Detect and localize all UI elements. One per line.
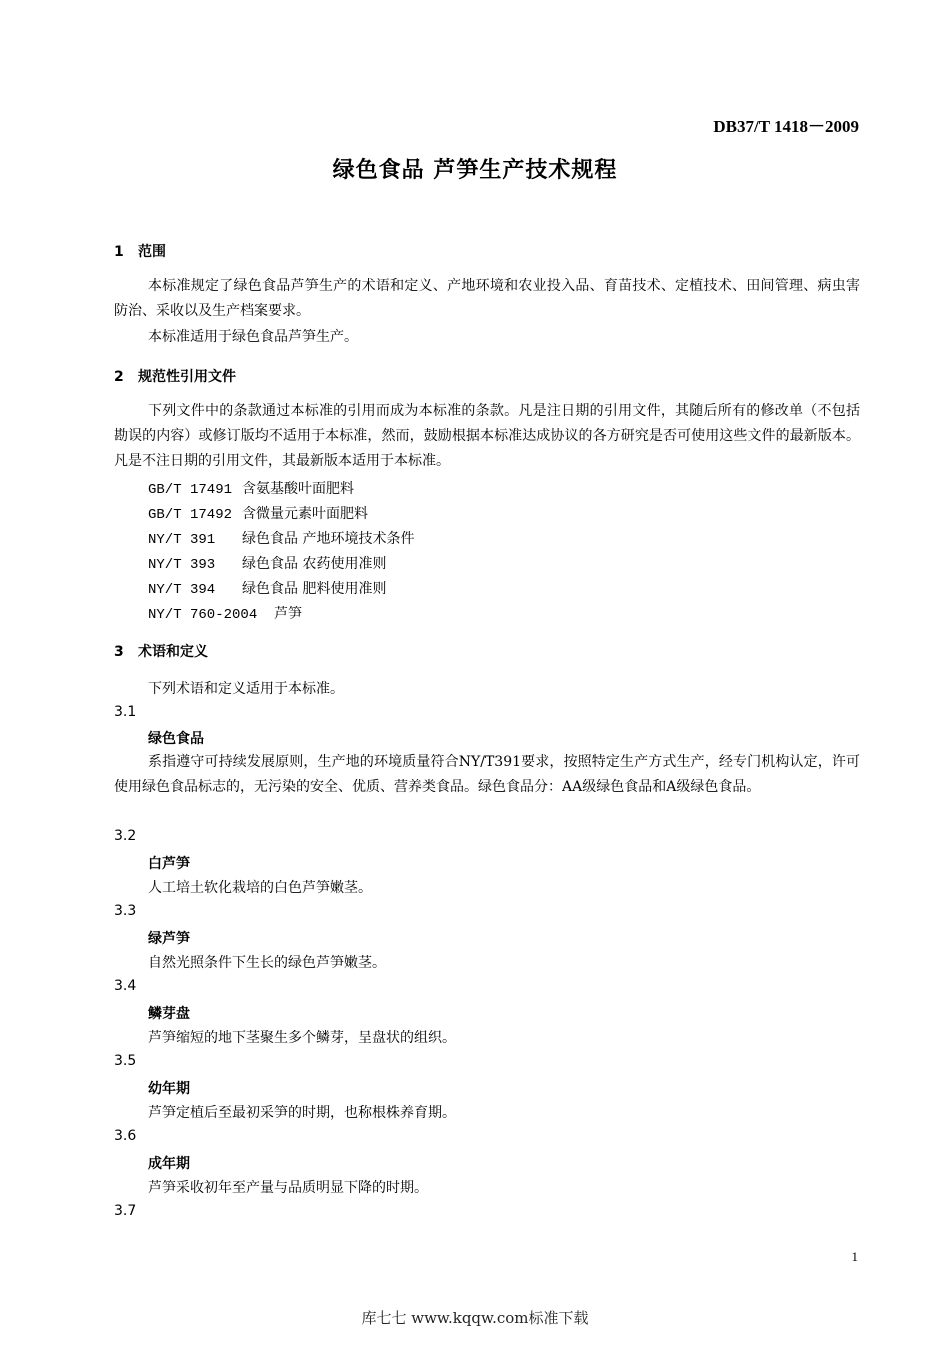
reference-name: 绿色食品 产地环境技术条件 xyxy=(242,531,415,547)
reference-name: 芦笋 xyxy=(274,606,302,622)
footer-watermark: 库七七 www.kqqw.com标准下载 xyxy=(361,1309,589,1327)
section-1-paragraph: 本标准规定了绿色食品芦笋生产的术语和定义、产地环境和农业投入品、育苗技术、定植技术、田间管理、病虫害防治、采收以及生产档案要求。 xyxy=(114,278,860,319)
reference-code: GB/T 17492 xyxy=(148,507,233,523)
clause-number: 3.1 xyxy=(114,704,137,720)
term-definition: 系指遵守可持续发展原则，生产地的环境质量符合NY/T391要求，按照特定生产方式生产，经专门机构认定，许可使用绿色食品标志的，无污染的安全、优质、营养类食品。绿色食品分：AA级绿色食品和A级绿色食品。 xyxy=(114,754,860,795)
term-definition: 芦笋缩短的地下茎聚生多个鳞芽，呈盘状的组织。 xyxy=(148,1030,456,1046)
term-title: 白芦笋 xyxy=(148,856,190,872)
section-2-heading xyxy=(114,366,236,386)
term-definition: 人工培土软化栽培的白色芦笋嫩茎。 xyxy=(148,880,372,896)
reference-code: NY/T 391 xyxy=(148,532,216,548)
term-title: 鳞芽盘 xyxy=(148,1006,190,1022)
clause-number: 3.3 xyxy=(114,903,137,919)
section-title: 范围 xyxy=(138,244,166,260)
page-number: 1 xyxy=(851,1249,858,1264)
term-definition: 芦笋采收初年至产量与品质明显下降的时期。 xyxy=(148,1180,428,1196)
section-1-applicability: 本标准适用于绿色食品芦笋生产。 xyxy=(148,329,358,345)
term-definition: 自然光照条件下生长的绿色芦笋嫩茎。 xyxy=(148,955,386,971)
clause-number: 3.4 xyxy=(114,978,137,994)
clause-number: 3.2 xyxy=(114,828,137,844)
reference-name: 含微量元素叶面肥料 xyxy=(242,506,368,522)
reference-item xyxy=(148,478,354,498)
reference-item xyxy=(148,578,386,598)
reference-code: NY/T 393 xyxy=(148,557,216,573)
document-code: DB37/T 1418－2009 xyxy=(713,117,859,136)
term-title: 幼年期 xyxy=(148,1081,190,1097)
term-title: 绿芦笋 xyxy=(148,931,190,947)
reference-name: 含氨基酸叶面肥料 xyxy=(242,481,354,497)
reference-code: NY/T 760-2004 xyxy=(148,607,258,623)
term-title: 绿色食品 xyxy=(148,731,204,747)
reference-name: 绿色食品 农药使用准则 xyxy=(242,556,387,572)
section-title: 规范性引用文件 xyxy=(138,369,236,385)
term-definition: 芦笋定植后至最初采笋的时期，也称根株养育期。 xyxy=(148,1105,456,1121)
section-2-paragraph: 下列文件中的条款通过本标准的引用而成为本标准的条款。凡是注日期的引用文件，其随后所有的修改单（不包括勘误的内容）或修订版均不适用于本标准，然而，鼓励根据本标准达成协议的各方研究是否可使用这些文件的最新版本。凡是不注日期的引用文件，其最新版本适用于本标准。 xyxy=(114,403,860,469)
term-title: 成年期 xyxy=(148,1156,190,1172)
clause-number: 3.5 xyxy=(114,1053,137,1069)
section-title: 术语和定义 xyxy=(138,644,208,660)
reference-item xyxy=(148,603,302,623)
reference-name: 绿色食品 肥料使用准则 xyxy=(242,581,387,597)
section-number: 1 xyxy=(114,244,124,260)
reference-code: GB/T 17491 xyxy=(148,482,233,498)
reference-item xyxy=(148,503,368,523)
clause-number: 3.7 xyxy=(114,1203,137,1219)
page-title: 绿色食品 芦笋生产技术规程 xyxy=(332,158,618,183)
section-3-heading xyxy=(114,641,208,661)
reference-item xyxy=(148,528,414,548)
section-3-intro: 下列术语和定义适用于本标准。 xyxy=(148,681,344,697)
section-number: 3 xyxy=(114,644,124,660)
reference-item xyxy=(148,553,386,573)
section-number: 2 xyxy=(114,369,124,385)
section-1-heading xyxy=(114,241,166,261)
clause-number: 3.6 xyxy=(114,1128,137,1144)
reference-code: NY/T 394 xyxy=(148,582,216,598)
